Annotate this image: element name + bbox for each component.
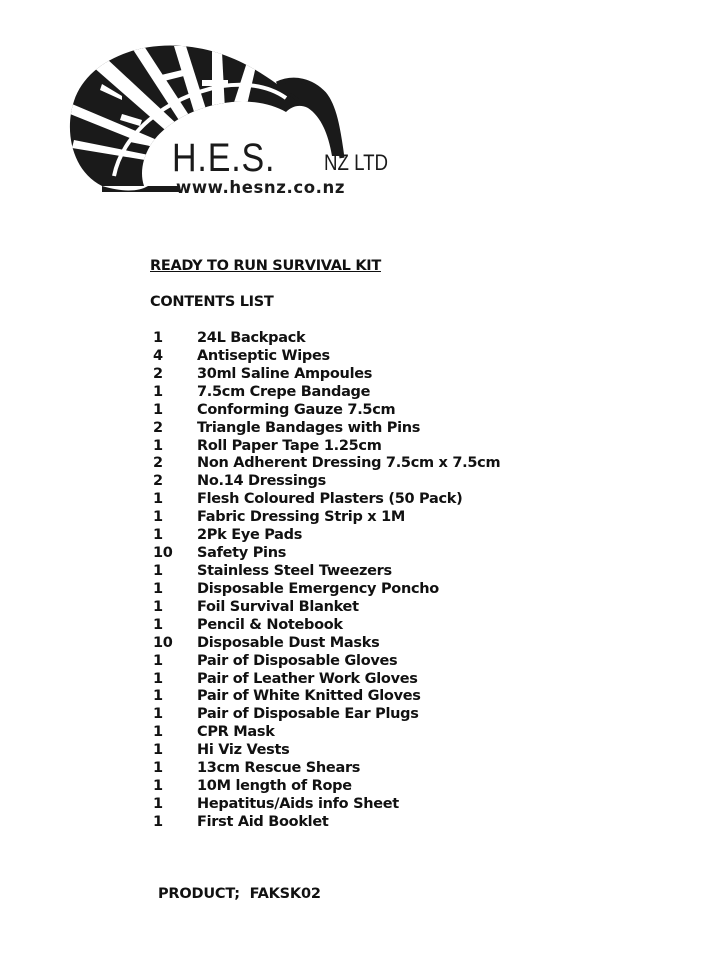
item-description: First Aid Booklet	[197, 813, 329, 830]
item-quantity: 1	[153, 491, 163, 508]
contents-list	[153, 330, 500, 832]
list-item	[153, 509, 500, 527]
item-description: CPR Mask	[197, 724, 275, 741]
item-quantity: 1	[153, 742, 163, 759]
document-title: READY TO RUN SURVIVAL KIT	[150, 258, 381, 274]
item-description: Conforming Gauze 7.5cm	[197, 401, 396, 418]
list-item	[153, 599, 500, 617]
item-description: Non Adherent Dressing 7.5cm x 7.5cm	[197, 455, 501, 472]
list-item	[153, 384, 500, 402]
item-description: Safety Pins	[197, 545, 287, 562]
item-quantity: 10	[153, 634, 173, 651]
list-item	[153, 814, 500, 832]
item-quantity: 1	[153, 580, 163, 597]
item-description: 2Pk Eye Pads	[197, 527, 303, 544]
item-quantity: 1	[153, 795, 163, 812]
item-description: Fabric Dressing Strip x 1M	[197, 509, 406, 526]
list-item	[153, 706, 500, 724]
list-item	[153, 617, 500, 635]
item-quantity: 4	[153, 347, 163, 364]
website-url: www.hesnz.co.nz	[176, 178, 346, 197]
item-quantity: 1	[153, 724, 163, 741]
item-quantity: 1	[153, 383, 163, 400]
product-code: PRODUCT; FAKSK02	[158, 886, 321, 902]
item-description: Disposable Emergency Poncho	[197, 580, 439, 597]
list-item	[153, 491, 500, 509]
item-description: Hepatitus/Aids info Sheet	[197, 795, 399, 812]
list-item	[153, 527, 500, 545]
item-quantity: 2	[153, 455, 163, 472]
item-description: Pair of Disposable Ear Plugs	[197, 706, 419, 723]
item-quantity: 1	[153, 778, 163, 795]
item-quantity: 2	[153, 365, 163, 382]
list-item	[153, 724, 500, 742]
item-description: 10M length of Rope	[197, 778, 352, 795]
item-quantity: 1	[153, 688, 163, 705]
item-description: Antiseptic Wipes	[197, 347, 330, 364]
list-item	[153, 563, 500, 581]
list-item	[153, 653, 500, 671]
item-quantity: 1	[153, 616, 163, 633]
item-description: Disposable Dust Masks	[197, 634, 380, 651]
list-item	[153, 742, 500, 760]
list-item	[153, 635, 500, 653]
item-description: Hi Viz Vests	[197, 742, 290, 759]
company-initials: H.E.S.	[172, 136, 276, 180]
item-quantity: 1	[153, 527, 163, 544]
item-quantity: 1	[153, 813, 163, 830]
list-item	[153, 778, 500, 796]
item-quantity: 1	[153, 706, 163, 723]
list-item	[153, 366, 500, 384]
item-quantity: 1	[153, 652, 163, 669]
company-suffix: NZ LTD	[324, 150, 389, 175]
item-description: Pair of Disposable Gloves	[197, 652, 398, 669]
item-quantity: 2	[153, 419, 163, 436]
item-description: Stainless Steel Tweezers	[197, 562, 392, 579]
list-item	[153, 330, 500, 348]
item-quantity: 1	[153, 437, 163, 454]
item-description: Triangle Bandages with Pins	[197, 419, 421, 436]
list-item	[153, 688, 500, 706]
item-quantity: 1	[153, 598, 163, 615]
item-quantity: 1	[153, 562, 163, 579]
contents-list-heading: CONTENTS LIST	[150, 294, 274, 310]
item-description: No.14 Dressings	[197, 473, 326, 490]
item-description: Flesh Coloured Plasters (50 Pack)	[197, 491, 463, 508]
item-quantity: 10	[153, 545, 173, 562]
list-item	[153, 581, 500, 599]
item-description: 24L Backpack	[197, 330, 306, 346]
item-quantity: 1	[153, 401, 163, 418]
item-description: 30ml Saline Ampoules	[197, 365, 373, 382]
item-quantity: 1	[153, 760, 163, 777]
item-quantity: 1	[153, 670, 163, 687]
list-item	[153, 545, 500, 563]
item-description: 7.5cm Crepe Bandage	[197, 383, 371, 400]
item-description: Foil Survival Blanket	[197, 598, 359, 615]
list-item	[153, 671, 500, 689]
item-description: Pair of White Knitted Gloves	[197, 688, 421, 705]
list-item	[153, 402, 500, 420]
item-quantity: 1	[153, 509, 163, 526]
list-item	[153, 420, 500, 438]
list-item	[153, 473, 500, 491]
list-item	[153, 455, 500, 473]
item-description: Roll Paper Tape 1.25cm	[197, 437, 382, 454]
list-item	[153, 348, 500, 366]
item-description: 13cm Rescue Shears	[197, 760, 361, 777]
item-quantity: 2	[153, 473, 163, 490]
list-item	[153, 760, 500, 778]
list-item	[153, 438, 500, 456]
item-quantity: 1	[153, 330, 163, 346]
item-description: Pencil & Notebook	[197, 616, 343, 633]
company-name	[172, 136, 389, 181]
list-item	[153, 796, 500, 814]
item-description: Pair of Leather Work Gloves	[197, 670, 418, 687]
